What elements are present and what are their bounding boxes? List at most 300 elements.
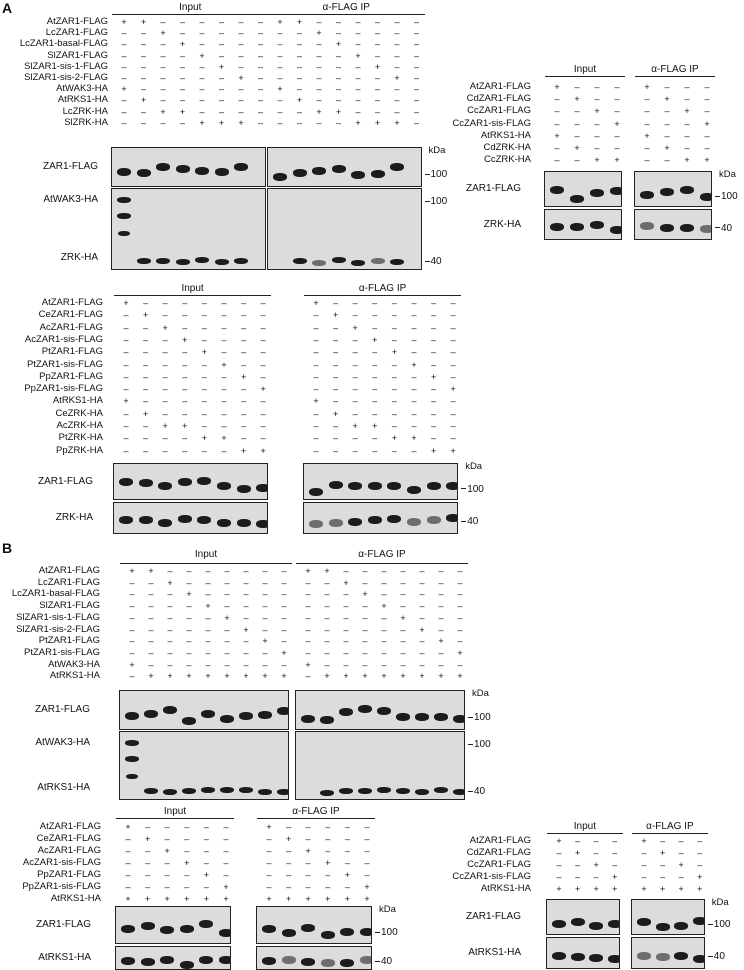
minus-sign: – bbox=[450, 334, 456, 345]
plus-sign: + bbox=[305, 566, 311, 576]
minus-sign: – bbox=[614, 82, 620, 92]
minus-sign: – bbox=[186, 601, 192, 612]
blot-label: ZAR1-FLAG bbox=[37, 475, 93, 487]
minus-sign: – bbox=[335, 61, 341, 72]
construct-label: LcZAR1-basal-FLAG bbox=[11, 588, 100, 600]
minus-sign: – bbox=[641, 848, 647, 858]
construct-label: CcZAR1-sis-FLAG bbox=[452, 871, 531, 882]
minus-sign: – bbox=[431, 347, 437, 358]
minus-sign: – bbox=[218, 50, 224, 61]
minus-sign: – bbox=[362, 566, 368, 576]
plus-sign: + bbox=[438, 636, 444, 647]
input-blot bbox=[544, 209, 622, 240]
plus-sign: + bbox=[221, 359, 227, 370]
minus-sign: – bbox=[554, 118, 560, 129]
minus-sign: – bbox=[257, 61, 263, 72]
protein-band bbox=[163, 706, 177, 714]
minus-sign: – bbox=[199, 84, 205, 95]
minus-sign: – bbox=[313, 322, 319, 333]
protein-band bbox=[119, 478, 133, 486]
minus-sign: – bbox=[162, 396, 168, 407]
input-blot bbox=[113, 502, 268, 534]
ip-underline bbox=[296, 563, 468, 564]
minus-sign: – bbox=[260, 347, 266, 358]
protein-band bbox=[126, 774, 138, 779]
plus-sign: + bbox=[199, 117, 205, 128]
plus-sign: + bbox=[450, 384, 456, 395]
minus-sign: – bbox=[305, 612, 311, 623]
minus-sign: – bbox=[257, 84, 263, 95]
minus-sign: – bbox=[160, 117, 166, 128]
minus-sign: – bbox=[374, 28, 380, 39]
minus-sign: – bbox=[140, 106, 146, 117]
protein-band bbox=[234, 163, 248, 171]
minus-sign: – bbox=[313, 371, 319, 382]
minus-sign: – bbox=[554, 106, 560, 117]
minus-sign: – bbox=[364, 858, 370, 868]
protein-band bbox=[137, 169, 151, 177]
minus-sign: – bbox=[372, 298, 378, 308]
construct-label: PtZAR1-sis-FLAG bbox=[23, 646, 100, 658]
marker-value: 100 bbox=[474, 712, 491, 723]
minus-sign: – bbox=[305, 882, 311, 892]
mw-marker bbox=[375, 956, 392, 967]
plus-sign: + bbox=[160, 106, 166, 117]
minus-sign: – bbox=[413, 117, 419, 128]
minus-sign: – bbox=[186, 636, 192, 647]
protein-band bbox=[201, 710, 215, 718]
protein-band bbox=[301, 924, 315, 932]
marker-tick bbox=[715, 196, 720, 197]
input-blot bbox=[546, 899, 620, 935]
input-blot bbox=[113, 463, 268, 500]
minus-sign: – bbox=[125, 846, 131, 856]
minus-sign: – bbox=[203, 882, 209, 892]
protein-band bbox=[358, 705, 372, 713]
minus-sign: – bbox=[281, 589, 287, 600]
minus-sign: – bbox=[697, 848, 703, 858]
construct-label: PtZAR1-FLAG bbox=[38, 635, 100, 647]
minus-sign: – bbox=[612, 836, 618, 846]
minus-sign: – bbox=[199, 106, 205, 117]
minus-sign: – bbox=[352, 433, 358, 444]
minus-sign: – bbox=[362, 624, 368, 635]
plus-sign: + bbox=[260, 384, 266, 395]
protein-band bbox=[182, 788, 196, 794]
minus-sign: – bbox=[186, 566, 192, 576]
marker-value: 40 bbox=[713, 951, 725, 962]
minus-sign: – bbox=[243, 647, 249, 658]
plus-sign: + bbox=[430, 445, 437, 456]
marker-tick bbox=[708, 956, 713, 957]
protein-band bbox=[415, 713, 429, 721]
minus-sign: – bbox=[419, 636, 425, 647]
minus-sign: – bbox=[400, 601, 406, 612]
protein-band bbox=[277, 789, 289, 795]
protein-band bbox=[239, 712, 253, 720]
minus-sign: – bbox=[277, 95, 283, 106]
minus-sign: – bbox=[362, 612, 368, 623]
protein-band bbox=[360, 956, 372, 964]
minus-sign: – bbox=[352, 347, 358, 358]
minus-sign: – bbox=[450, 359, 456, 370]
minus-sign: – bbox=[121, 106, 127, 117]
minus-sign: – bbox=[333, 359, 339, 370]
protein-band bbox=[680, 224, 694, 232]
protein-band bbox=[158, 519, 172, 527]
minus-sign: – bbox=[129, 636, 135, 647]
protein-band bbox=[570, 223, 584, 231]
minus-sign: – bbox=[316, 50, 322, 61]
input-underline bbox=[116, 818, 234, 819]
protein-band bbox=[180, 925, 194, 933]
minus-sign: – bbox=[372, 396, 378, 407]
minus-sign: – bbox=[296, 28, 302, 39]
protein-band bbox=[674, 922, 688, 930]
minus-sign: – bbox=[199, 61, 205, 72]
plus-sign: + bbox=[659, 848, 666, 858]
minus-sign: – bbox=[167, 647, 173, 658]
protein-band bbox=[339, 788, 353, 794]
marker-tick bbox=[715, 227, 720, 228]
protein-band bbox=[700, 193, 712, 201]
blot-label: ZAR1-FLAG bbox=[465, 183, 521, 194]
protein-band bbox=[309, 520, 323, 528]
plus-sign: + bbox=[335, 39, 342, 50]
protein-band bbox=[195, 167, 209, 175]
plus-sign: + bbox=[664, 143, 670, 153]
construct-label: CeZRK-HA bbox=[55, 407, 103, 419]
minus-sign: – bbox=[352, 359, 358, 370]
minus-sign: – bbox=[325, 870, 331, 880]
minus-sign: – bbox=[296, 73, 302, 83]
minus-sign: – bbox=[644, 155, 650, 166]
protein-band bbox=[234, 258, 248, 264]
construct-label: PpZAR1-sis-FLAG bbox=[24, 383, 103, 395]
minus-sign: – bbox=[241, 334, 247, 345]
kda-unit-label: kDa bbox=[428, 145, 446, 156]
minus-sign: – bbox=[355, 61, 361, 72]
minus-sign: – bbox=[179, 117, 185, 128]
plus-sign: + bbox=[266, 822, 272, 832]
minus-sign: – bbox=[411, 396, 417, 407]
ip-underline bbox=[635, 76, 715, 77]
minus-sign: – bbox=[143, 347, 149, 358]
minus-sign: – bbox=[162, 298, 168, 308]
minus-sign: – bbox=[333, 384, 339, 395]
minus-sign: – bbox=[413, 61, 419, 72]
minus-sign: – bbox=[143, 322, 149, 333]
minus-sign: – bbox=[391, 322, 397, 333]
minus-sign: – bbox=[333, 298, 339, 308]
minus-sign: – bbox=[362, 577, 368, 588]
plus-sign: + bbox=[678, 884, 684, 894]
construct-label: PtZAR1-FLAG bbox=[41, 346, 103, 358]
minus-sign: – bbox=[201, 359, 207, 370]
plus-sign: + bbox=[243, 624, 249, 635]
input-blot bbox=[111, 147, 266, 187]
minus-sign: – bbox=[123, 310, 129, 321]
minus-sign: – bbox=[324, 636, 330, 647]
minus-sign: – bbox=[179, 17, 185, 27]
protein-band bbox=[396, 713, 410, 721]
minus-sign: – bbox=[450, 433, 456, 444]
protein-band bbox=[590, 221, 604, 229]
minus-sign: – bbox=[201, 322, 207, 333]
minus-sign: – bbox=[335, 95, 341, 106]
minus-sign: – bbox=[143, 421, 149, 431]
plus-sign: + bbox=[352, 421, 358, 431]
ip-blot bbox=[295, 731, 465, 800]
plus-sign: + bbox=[281, 647, 287, 658]
plus-sign: + bbox=[238, 73, 244, 83]
plus-sign: + bbox=[381, 671, 387, 682]
minus-sign: – bbox=[164, 834, 170, 844]
minus-sign: – bbox=[450, 310, 456, 321]
protein-band bbox=[163, 789, 177, 795]
plus-sign: + bbox=[362, 671, 368, 682]
plus-sign: + bbox=[430, 371, 437, 382]
minus-sign: – bbox=[457, 659, 463, 670]
plus-sign: + bbox=[355, 50, 361, 61]
minus-sign: – bbox=[411, 298, 417, 308]
minus-sign: – bbox=[145, 822, 151, 832]
minus-sign: – bbox=[241, 384, 247, 395]
minus-sign: – bbox=[125, 834, 131, 844]
construct-label: AtZAR1-FLAG bbox=[469, 835, 531, 846]
ip-header: α-FLAG IP bbox=[358, 549, 406, 560]
protein-band bbox=[589, 954, 603, 962]
construct-label: AtWAK3-HA bbox=[48, 658, 100, 670]
plus-sign: + bbox=[205, 601, 211, 612]
minus-sign: – bbox=[305, 601, 311, 612]
minus-sign: – bbox=[352, 334, 358, 345]
blot-label: AtWAK3-HA bbox=[35, 737, 90, 748]
minus-sign: – bbox=[241, 359, 247, 370]
minus-sign: – bbox=[148, 636, 154, 647]
minus-sign: – bbox=[335, 28, 341, 39]
minus-sign: – bbox=[221, 310, 227, 321]
minus-sign: – bbox=[593, 848, 599, 858]
plus-sign: + bbox=[277, 84, 283, 95]
plus-sign: + bbox=[324, 566, 330, 576]
plus-sign: + bbox=[325, 858, 331, 868]
minus-sign: – bbox=[431, 433, 437, 444]
plus-sign: + bbox=[316, 28, 322, 39]
minus-sign: – bbox=[182, 310, 188, 321]
minus-sign: – bbox=[335, 84, 341, 95]
minus-sign: – bbox=[257, 39, 263, 50]
minus-sign: – bbox=[313, 421, 319, 431]
minus-sign: – bbox=[218, 39, 224, 50]
protein-band bbox=[656, 953, 670, 961]
plus-sign: + bbox=[240, 445, 247, 456]
plus-sign: + bbox=[224, 612, 230, 623]
minus-sign: – bbox=[241, 347, 247, 358]
minus-sign: – bbox=[684, 130, 690, 141]
minus-sign: – bbox=[411, 445, 417, 456]
plus-sign: + bbox=[593, 884, 599, 894]
input-blot bbox=[115, 946, 231, 970]
minus-sign: – bbox=[431, 334, 437, 345]
minus-sign: – bbox=[167, 566, 173, 576]
minus-sign: – bbox=[123, 322, 129, 333]
minus-sign: – bbox=[205, 589, 211, 600]
minus-sign: – bbox=[121, 117, 127, 128]
ip-header: α-FLAG IP bbox=[358, 283, 407, 294]
minus-sign: – bbox=[162, 445, 168, 456]
minus-sign: – bbox=[324, 601, 330, 612]
minus-sign: – bbox=[201, 384, 207, 395]
input-header: Input bbox=[163, 806, 187, 817]
marker-tick bbox=[425, 174, 430, 175]
minus-sign: – bbox=[121, 61, 127, 72]
minus-sign: – bbox=[594, 130, 600, 141]
kda-unit-label: kDa bbox=[719, 169, 736, 180]
minus-sign: – bbox=[575, 860, 581, 870]
marker-value: 100 bbox=[430, 169, 448, 180]
minus-sign: – bbox=[381, 647, 387, 658]
minus-sign: – bbox=[260, 408, 266, 419]
plus-sign: + bbox=[644, 130, 650, 141]
minus-sign: – bbox=[199, 73, 205, 83]
plus-sign: + bbox=[142, 408, 149, 419]
plus-sign: + bbox=[224, 671, 230, 682]
minus-sign: – bbox=[143, 433, 149, 444]
minus-sign: – bbox=[614, 94, 620, 105]
minus-sign: – bbox=[221, 384, 227, 395]
minus-sign: – bbox=[374, 50, 380, 61]
minus-sign: – bbox=[364, 870, 370, 880]
protein-band bbox=[348, 518, 362, 526]
minus-sign: – bbox=[394, 95, 400, 106]
minus-sign: – bbox=[260, 371, 266, 382]
protein-band bbox=[312, 167, 326, 175]
minus-sign: – bbox=[160, 39, 166, 50]
protein-band bbox=[427, 482, 441, 490]
minus-sign: – bbox=[238, 17, 244, 27]
minus-sign: – bbox=[344, 882, 350, 892]
plus-sign: + bbox=[121, 84, 127, 95]
minus-sign: – bbox=[594, 118, 600, 129]
minus-sign: – bbox=[281, 636, 287, 647]
minus-sign: – bbox=[391, 421, 397, 431]
minus-sign: – bbox=[140, 28, 146, 39]
minus-sign: – bbox=[325, 822, 331, 832]
minus-sign: – bbox=[362, 601, 368, 612]
minus-sign: – bbox=[182, 347, 188, 358]
minus-sign: – bbox=[160, 50, 166, 61]
input-blot bbox=[546, 937, 620, 969]
plus-sign: + bbox=[641, 884, 647, 894]
protein-band bbox=[182, 717, 196, 725]
minus-sign: – bbox=[391, 445, 397, 456]
minus-sign: – bbox=[257, 28, 263, 39]
protein-band bbox=[340, 959, 354, 967]
plus-sign: + bbox=[281, 671, 287, 682]
minus-sign: – bbox=[411, 322, 417, 333]
plus-sign: + bbox=[238, 117, 244, 128]
minus-sign: – bbox=[277, 50, 283, 61]
minus-sign: – bbox=[333, 433, 339, 444]
minus-sign: – bbox=[243, 566, 249, 576]
minus-sign: – bbox=[296, 50, 302, 61]
minus-sign: – bbox=[140, 50, 146, 61]
minus-sign: – bbox=[450, 347, 456, 358]
protein-band bbox=[199, 920, 213, 928]
minus-sign: – bbox=[411, 347, 417, 358]
minus-sign: – bbox=[160, 95, 166, 106]
minus-sign: – bbox=[281, 624, 287, 635]
minus-sign: – bbox=[593, 836, 599, 846]
minus-sign: – bbox=[313, 384, 319, 395]
minus-sign: – bbox=[184, 822, 190, 832]
minus-sign: – bbox=[218, 17, 224, 27]
construct-label: CeZAR1-FLAG bbox=[38, 309, 103, 321]
input-blot bbox=[119, 731, 289, 800]
ip-header: α-FLAG IP bbox=[292, 806, 340, 817]
protein-band bbox=[144, 788, 158, 794]
plus-sign: + bbox=[344, 870, 351, 880]
minus-sign: – bbox=[167, 636, 173, 647]
plus-sign: + bbox=[697, 872, 703, 882]
minus-sign: – bbox=[450, 371, 456, 382]
mw-marker bbox=[715, 191, 738, 202]
plus-sign: + bbox=[332, 408, 339, 419]
minus-sign: – bbox=[457, 636, 463, 647]
protein-band bbox=[217, 519, 231, 527]
construct-label: SlZAR1-FLAG bbox=[39, 600, 100, 612]
minus-sign: – bbox=[221, 298, 227, 308]
minus-sign: – bbox=[260, 421, 266, 431]
minus-sign: – bbox=[129, 577, 135, 588]
minus-sign: – bbox=[394, 61, 400, 72]
minus-sign: – bbox=[313, 347, 319, 358]
protein-band bbox=[160, 926, 174, 934]
construct-label: SlZAR1-sis-1-FLAG bbox=[24, 60, 108, 72]
minus-sign: – bbox=[123, 421, 129, 431]
minus-sign: – bbox=[162, 359, 168, 370]
ip-blot bbox=[267, 188, 422, 270]
protein-band bbox=[660, 224, 674, 232]
minus-sign: – bbox=[324, 577, 330, 588]
minus-sign: – bbox=[224, 659, 230, 670]
minus-sign: – bbox=[238, 84, 244, 95]
protein-band bbox=[301, 958, 315, 966]
protein-band bbox=[117, 197, 131, 203]
minus-sign: – bbox=[614, 130, 620, 141]
minus-sign: – bbox=[391, 408, 397, 419]
plus-sign: + bbox=[641, 836, 647, 846]
construct-label: AtRKS1-HA bbox=[50, 893, 101, 904]
minus-sign: – bbox=[243, 659, 249, 670]
plus-sign: + bbox=[457, 647, 463, 658]
protein-band bbox=[693, 955, 705, 963]
minus-sign: – bbox=[344, 846, 350, 856]
minus-sign: – bbox=[162, 371, 168, 382]
protein-band bbox=[660, 188, 674, 196]
minus-sign: – bbox=[262, 566, 268, 576]
plus-sign: + bbox=[332, 310, 339, 321]
minus-sign: – bbox=[224, 647, 230, 658]
plus-sign: + bbox=[160, 28, 166, 39]
minus-sign: – bbox=[678, 836, 684, 846]
minus-sign: – bbox=[162, 408, 168, 419]
minus-sign: – bbox=[324, 659, 330, 670]
protein-band bbox=[197, 477, 211, 485]
plus-sign: + bbox=[364, 882, 370, 892]
construct-label: CeZAR1-FLAG bbox=[36, 833, 101, 844]
